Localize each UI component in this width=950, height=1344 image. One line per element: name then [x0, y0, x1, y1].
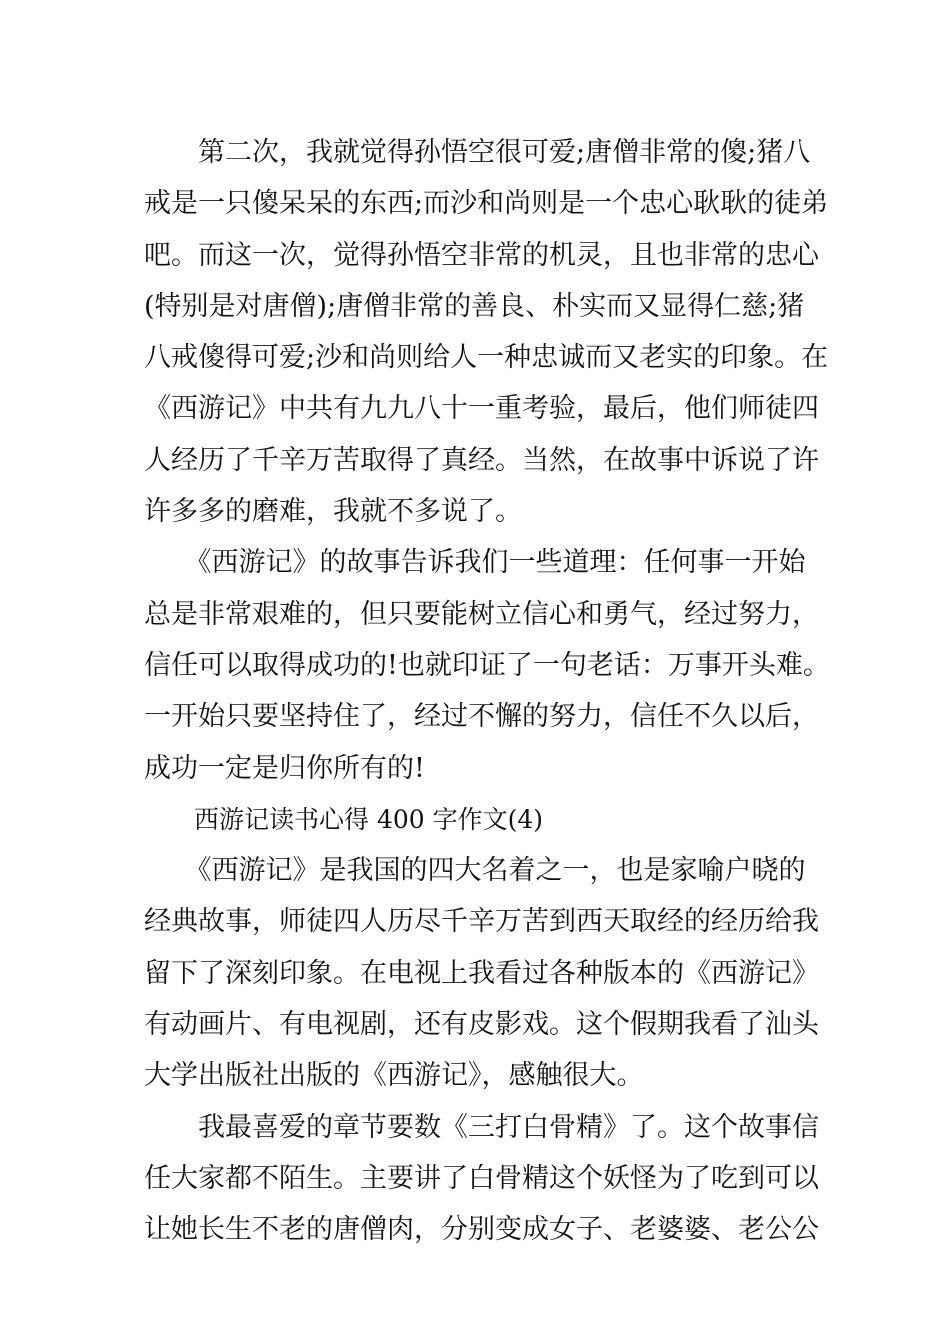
text-line: 任大家都不陌生。主要讲了白骨精这个妖怪为了吃到可以 — [144, 1162, 819, 1194]
text-line: 成功一定是归你所有的! — [144, 752, 425, 784]
text-line: 《西游记》的故事告诉我们一些道理：任何事一开始 — [144, 547, 806, 579]
text-line: 戒是一只傻呆呆的东西;而沙和尚则是一个忠心耿耿的徒弟 — [144, 188, 829, 220]
section-heading: 西游记读书心得 400 字作文(4) — [144, 804, 544, 834]
text-line: 总是非常艰难的，但只要能树立信心和勇气，经过努力， — [144, 598, 819, 630]
text-line: 一开始只要坚持住了，经过不懈的努力，信任不久以后， — [144, 701, 819, 733]
text-line: 大学出版社出版的《西游记》，感触很大。 — [144, 1060, 644, 1092]
text-line: 许多多的磨难，我就不多说了。 — [144, 496, 522, 528]
text-line: 八戒傻得可爱;沙和尚则给人一种忠诚而又老实的印象。在 — [144, 342, 829, 374]
document-body — [144, 127, 830, 1256]
text-line: 第二次，我就觉得孙悟空很可爱;唐僧非常的傻;猪八 — [144, 137, 811, 168]
text-line: 让她长生不老的唐僧肉，分别变成女子、老婆婆、老公公 — [144, 1214, 819, 1246]
text-line: 经典故事，师徒四人历尽千辛万苦到西天取经的经历给我 — [144, 906, 819, 938]
text-line: 我最喜爱的章节要数《三打白骨精》了。这个故事信 — [144, 1111, 819, 1143]
text-line: 留下了深刻印象。在电视上我看过各种版本的《西游记》 — [144, 957, 819, 989]
text-line: 信任可以取得成功的!也就印证了一句老话：万事开头难。 — [144, 649, 830, 681]
text-line: (特别是对唐僧);唐僧非常的善良、朴实而又显得仁慈;猪 — [144, 290, 805, 322]
text-line: 人经历了千辛万苦取得了真经。当然，在故事中诉说了许 — [144, 444, 819, 476]
text-line: 《西游记》是我国的四大名着之一，也是家喻户晓的 — [144, 855, 806, 887]
text-line: 吧。而这一次，觉得孙悟空非常的机灵，且也非常的忠心 — [144, 239, 819, 271]
text-line: 有动画片、有电视剧，还有皮影戏。这个假期我看了汕头 — [144, 1009, 819, 1041]
text-line: 《西游记》中共有九九八十一重考验，最后，他们师徒四 — [144, 393, 819, 425]
